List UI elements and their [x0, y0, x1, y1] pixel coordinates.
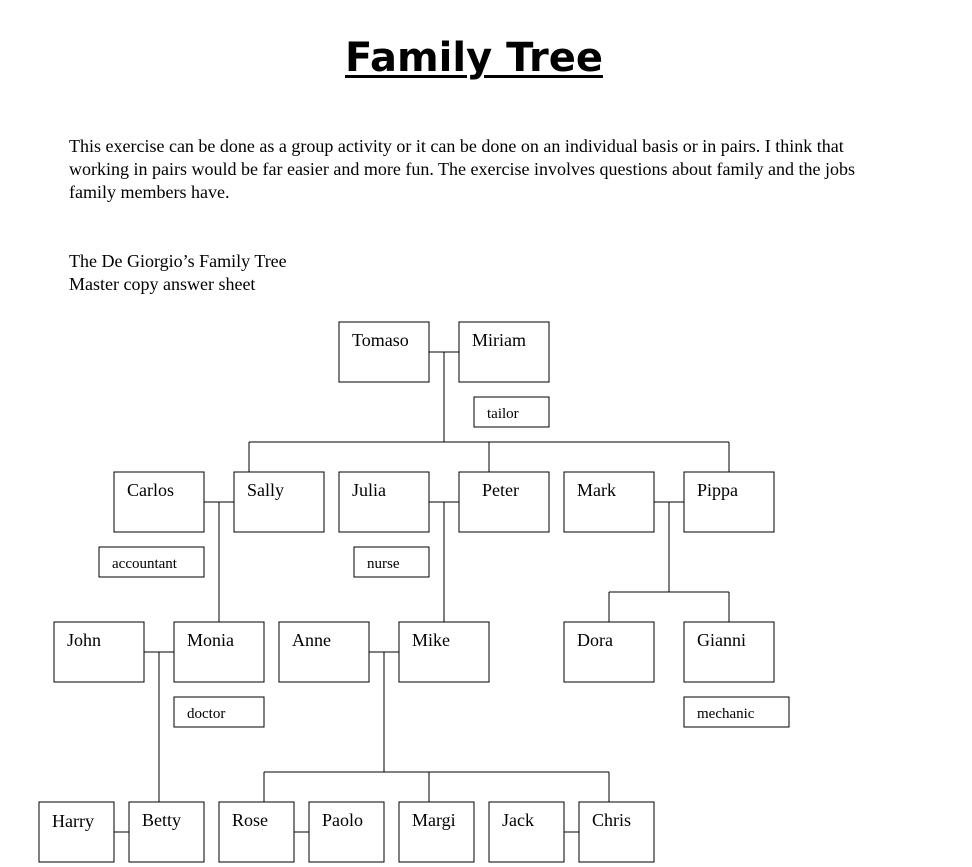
- person-name: Tomaso: [352, 330, 409, 350]
- person-box-paolo: [309, 802, 384, 862]
- job-label: mechanic: [697, 706, 755, 722]
- person-name: Pippa: [697, 480, 739, 500]
- job-label: doctor: [187, 706, 226, 722]
- person-box-gianni: [684, 622, 774, 682]
- person-box-rose: [219, 802, 294, 862]
- person-name: Mike: [412, 630, 450, 650]
- person-name: Sally: [247, 480, 285, 500]
- job-box-accountant: [99, 547, 204, 577]
- answer-sheet-label: Master copy answer sheet: [69, 274, 256, 294]
- person-name: Anne: [292, 630, 331, 650]
- person-box-monia: [174, 622, 264, 682]
- person-box-pippa: [684, 472, 774, 532]
- tree-heading: The De Giorgio’s Family Tree: [69, 251, 287, 271]
- person-box-dora: [564, 622, 654, 682]
- person-box-chris: [579, 802, 654, 862]
- person-name: Rose: [232, 810, 268, 830]
- person-box-mark: [564, 472, 654, 532]
- person-name: Paolo: [322, 810, 364, 830]
- person-name: John: [67, 630, 102, 650]
- person-name: Betty: [142, 810, 181, 830]
- job-box-tailor: [474, 397, 549, 427]
- person-name: Carlos: [127, 480, 174, 500]
- person-box-peter: [459, 472, 549, 532]
- tree-connectors: [114, 352, 729, 832]
- person-name: Dora: [577, 630, 613, 650]
- intro-paragraph: This exercise can be done as a group activity or it can be done on an individual basis or in pairs. I think that working in pairs would be far easier and more fun. The exercise involves questions about family and the jobs family members have.: [69, 136, 855, 202]
- person-name: Margi: [412, 810, 456, 830]
- job-label: tailor: [487, 406, 519, 422]
- person-box-harry: [39, 802, 114, 862]
- person-box-betty: [129, 802, 204, 862]
- job-box-mechanic: [684, 697, 789, 727]
- job-label: accountant: [112, 556, 177, 572]
- person-box-jack: [489, 802, 564, 862]
- person-name: Gianni: [697, 630, 746, 650]
- person-box-john: [54, 622, 144, 682]
- person-name: Jack: [502, 810, 534, 830]
- person-name: Julia: [352, 480, 386, 500]
- person-box-tomaso: [339, 322, 429, 382]
- page-title: Family Tree: [345, 35, 603, 81]
- person-box-miriam: [459, 322, 549, 382]
- person-box-margi: [399, 802, 474, 862]
- person-box-mike: [399, 622, 489, 682]
- person-name: Miriam: [472, 330, 526, 350]
- job-box-nurse: [354, 547, 429, 577]
- person-name: Mark: [577, 480, 616, 500]
- person-box-carlos: [114, 472, 204, 532]
- person-box-julia: [339, 472, 429, 532]
- person-name: Harry: [52, 811, 94, 831]
- person-name: Peter: [482, 480, 519, 500]
- job-box-doctor: [174, 697, 264, 727]
- person-box-sally: [234, 472, 324, 532]
- person-name: Monia: [187, 630, 234, 650]
- person-name: Chris: [592, 810, 632, 830]
- job-label: nurse: [367, 556, 400, 572]
- person-box-anne: [279, 622, 369, 682]
